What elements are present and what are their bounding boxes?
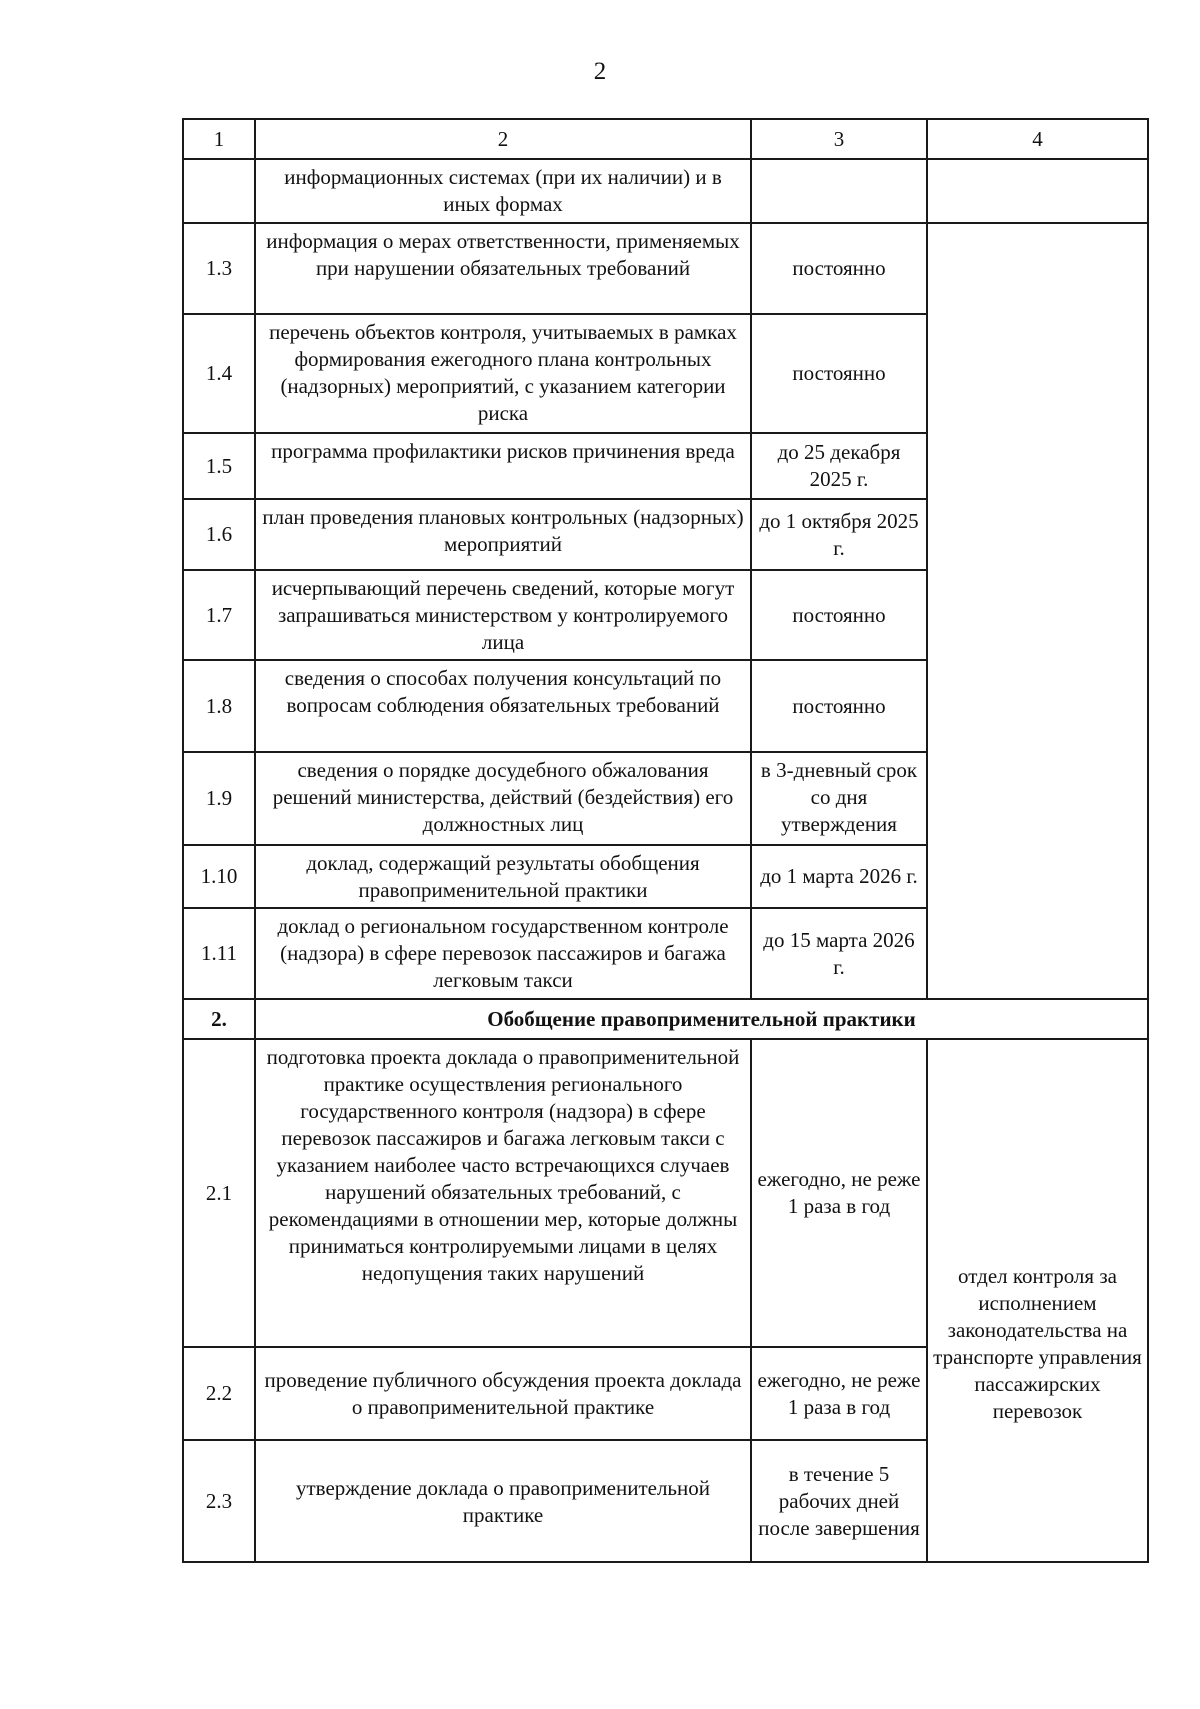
row-number-cell: 1.3 (183, 223, 255, 314)
measure-cell: информация о мерах ответственности, применяемых при нарушении обязательных требований (255, 223, 751, 314)
row-number-cell (183, 159, 255, 223)
term-cell: в 3-дневный срок со дня утверждения (751, 752, 927, 845)
term-cell: постоянно (751, 570, 927, 660)
table-row (183, 223, 1148, 314)
row-number-cell: 1.6 (183, 499, 255, 570)
section-header-row (183, 999, 1148, 1039)
term-cell: до 1 марта 2026 г. (751, 845, 927, 908)
measure-cell: сведения о порядке досудебного обжалования решений министерства, действий (бездействия) его должностных лиц (255, 752, 751, 845)
header-cell: 3 (751, 119, 927, 159)
measure-cell: доклад о региональном государственном контроле (надзора) в сфере перевозок пассажиров и багажа легковым такси (255, 908, 751, 999)
measure-cell: доклад, содержащий результаты обобщения правоприменительной практики (255, 845, 751, 908)
table-row (183, 1039, 1148, 1347)
measure-cell: исчерпывающий перечень сведений, которые могут запрашиваться министерством у контролируемого лица (255, 570, 751, 660)
row-number-cell: 2.2 (183, 1347, 255, 1440)
term-cell: постоянно (751, 660, 927, 752)
measure-cell: информационных системах (при их наличии) и в иных формах (255, 159, 751, 223)
row-number-cell: 1.4 (183, 314, 255, 433)
measure-cell: утверждение доклада о правоприменительной практике (255, 1440, 751, 1562)
row-number-cell: 1.11 (183, 908, 255, 999)
term-cell: ежегодно, не реже 1 раза в год (751, 1039, 927, 1347)
measure-cell: сведения о способах получения консультаций по вопросам соблюдения обязательных требований (255, 660, 751, 752)
responsible-cell (927, 223, 1148, 999)
term-cell (751, 159, 927, 223)
term-cell: до 15 марта 2026 г. (751, 908, 927, 999)
term-cell: в течение 5 рабочих дней после завершения (751, 1440, 927, 1562)
row-number-cell: 1.9 (183, 752, 255, 845)
section-title: Обобщение правоприменительной практики (255, 999, 1148, 1039)
section-number: 2. (183, 999, 255, 1039)
term-cell: до 1 октября 2025 г. (751, 499, 927, 570)
measure-cell: проведение публичного обсуждения проекта доклада о правоприменительной практике (255, 1347, 751, 1440)
row-number-cell: 1.5 (183, 433, 255, 499)
header-cell: 4 (927, 119, 1148, 159)
row-number-cell: 2.1 (183, 1039, 255, 1347)
measure-cell: перечень объектов контроля, учитываемых в рамках формирования ежегодного плана контрольных (надзорных) мероприятий, с указанием категории риска (255, 314, 751, 433)
term-cell: до 25 декабря 2025 г. (751, 433, 927, 499)
term-cell: постоянно (751, 223, 927, 314)
header-cell: 2 (255, 119, 751, 159)
responsible-cell: отдел контроля за исполнением законодательства на транспорте управления пассажирских перевозок (927, 1039, 1148, 1562)
term-cell: постоянно (751, 314, 927, 433)
row-number-cell: 2.3 (183, 1440, 255, 1562)
row-number-cell: 1.8 (183, 660, 255, 752)
measure-cell: подготовка проекта доклада о правоприменительной практике осуществления регионального государственного контроля (надзора) в сфере перевозок пассажиров и багажа легковым такси с указанием наиболее часто встречающихся случаев нарушений обязательных требований, с рекомендациями в отношении мер, которые должны приниматься контролируемыми лицами в целях недопущения таких нарушений (255, 1039, 751, 1347)
responsible-cell (927, 159, 1148, 223)
measure-cell: программа профилактики рисков причинения вреда (255, 433, 751, 499)
measures-table (182, 118, 1149, 1563)
table-row (183, 159, 1148, 223)
term-cell: ежегодно, не реже 1 раза в год (751, 1347, 927, 1440)
row-number-cell: 1.10 (183, 845, 255, 908)
table-header-row (183, 119, 1148, 159)
header-cell: 1 (183, 119, 255, 159)
row-number-cell: 1.7 (183, 570, 255, 660)
page-number: 2 (593, 58, 607, 85)
measure-cell: план проведения плановых контрольных (надзорных) мероприятий (255, 499, 751, 570)
